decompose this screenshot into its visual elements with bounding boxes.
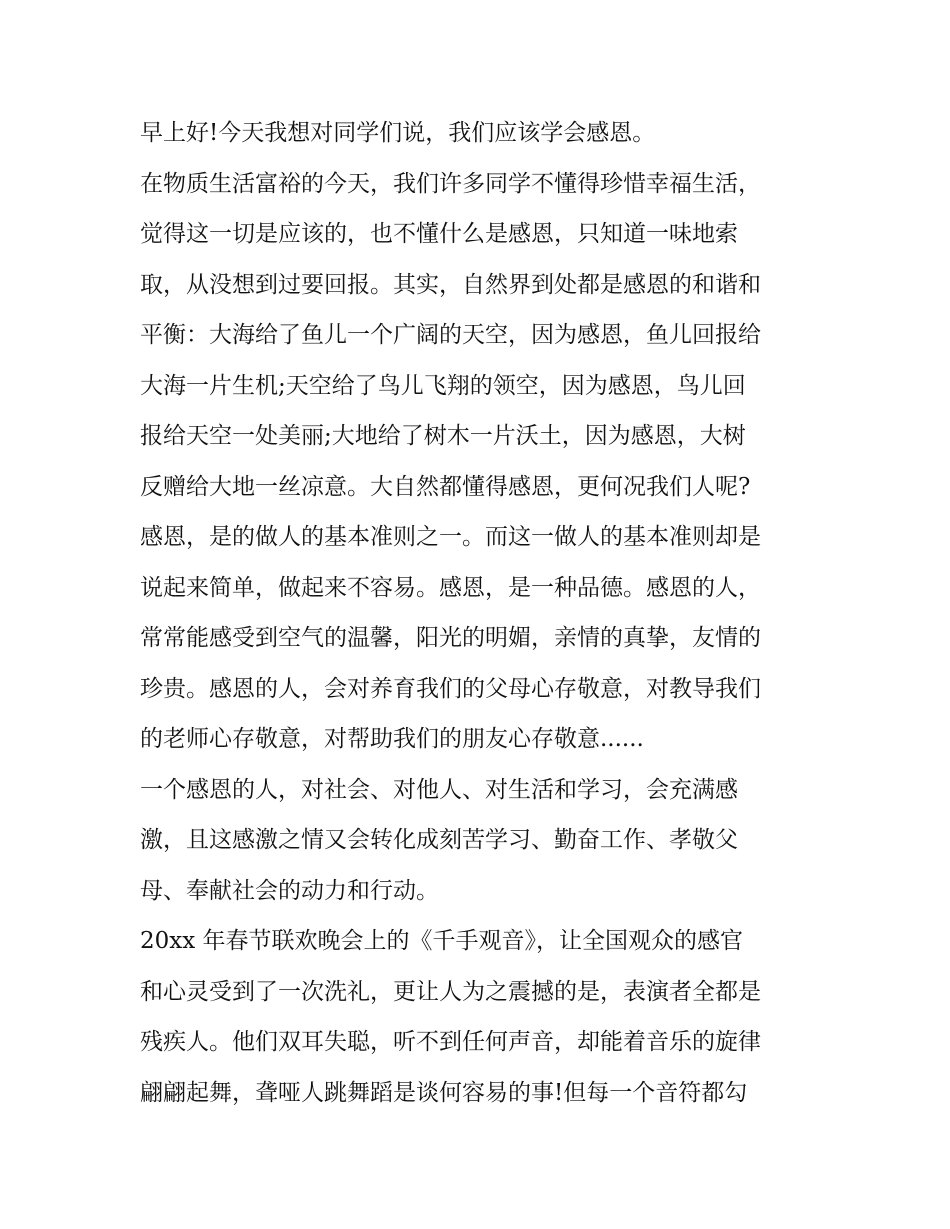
text-line: 一个感恩的人，对社会、对他人、对生活和学习，会充满感 [140, 776, 738, 803]
text-line: 的老师心存敬意，对帮助我们的朋友心存敬意...... [140, 726, 644, 752]
text-line: 翩翩起舞，聋哑人跳舞蹈是谈何容易的事!但每一个音符都勾 [140, 1079, 748, 1106]
text-line: 说起来简单，做起来不容易。感恩，是一种品德。感恩的人， [140, 574, 761, 601]
text-line: 取，从没想到过要回报。其实，自然界到处都是感恩的和谐和 [140, 271, 761, 298]
text-line: 残疾人。他们双耳失聪，听不到任何声音，却能着音乐的旋律 [140, 1029, 761, 1055]
text-line: 平衡：大海给了鱼儿一个广阔的天空，因为感恩，鱼儿回报给 [140, 322, 761, 348]
text-line: 母、奉献社会的动力和行动。 [140, 877, 439, 904]
text-line: 20xx 年春节联欢晚会上的《千手观音》，让全国观众的感官 [140, 928, 744, 954]
text-line: 激，且这感激之情又会转化成刻苦学习、勤奋工作、孝敬父 [140, 827, 738, 853]
text-line: 珍贵。感恩的人，会对养育我们的父母心存敬意，对教导我们 [140, 675, 761, 702]
text-line: 在物质生活富裕的今天，我们许多同学不懂得珍惜幸福生活， [140, 170, 761, 197]
text-line: 报给天空一处美丽;大地给了树木一片沃土，因为感恩，大树 [140, 423, 746, 449]
text-line: 常常能感受到空气的温馨，阳光的明媚，亲情的真挚，友情的 [140, 625, 761, 651]
text-line: 和心灵受到了一次洗礼，更让人为之震撼的是，表演者全都是 [140, 978, 761, 1005]
text-line: 反赠给大地一丝凉意。大自然都懂得感恩，更何况我们人呢? [140, 473, 751, 500]
document-body [140, 108, 820, 1118]
text-line: 觉得这一切是应该的，也不懂什么是感恩，只知道一味地索 [140, 221, 738, 247]
text-line: 大海一片生机;天空给了鸟儿飞翔的领空，因为感恩，鸟儿回 [140, 372, 746, 399]
text-line: 感恩，是的做人的基本准则之一。而这一做人的基本准则却是 [140, 524, 761, 550]
text-line: 早上好!今天我想对同学们说，我们应该学会感恩。 [140, 120, 656, 146]
